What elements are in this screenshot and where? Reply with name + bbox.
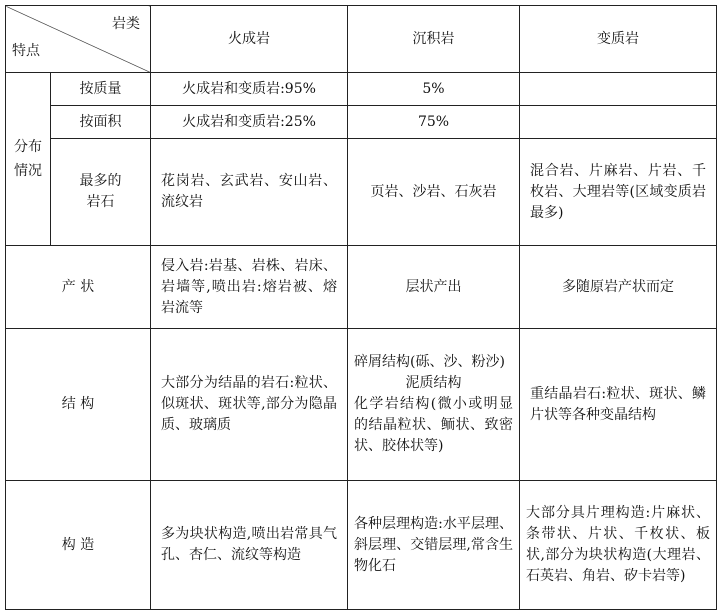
structure-label: 构 造 (6, 481, 151, 610)
sedimentary-header: 沉积岩 (348, 6, 520, 73)
sedimentary-texture-chemical: 化学岩结构(微小或明显的结晶粒状、鲕状、致密状、胶体状等) (354, 396, 513, 454)
igneous-header: 火成岩 (151, 6, 348, 73)
sedimentary-structure: 各种层理构造:水平层理、斜层理、交错层理,常含生物化石 (348, 481, 520, 610)
sub-label-area: 按面积 (51, 106, 151, 139)
table-row (6, 139, 717, 246)
igneous-common: 花岗岩、玄武岩、安山岩、流纹岩 (151, 139, 348, 246)
metamorphic-occurrence: 多随原岩产状而定 (520, 246, 717, 329)
sedimentary-mass: 5% (348, 73, 520, 106)
texture-label: 结 构 (6, 329, 151, 481)
metamorphic-common: 混合岩、片麻岩、片岩、千枚岩、大理岩等(区域变质岩最多) (520, 139, 717, 246)
metamorphic-texture: 重结晶岩石:粒状、斑状、鳞片状等各种变晶结构 (520, 329, 717, 481)
igneous-mass: 火成岩和变质岩:95% (151, 73, 348, 106)
igneous-structure: 多为块状构造,喷出岩常具气孔、杏仁、流纹等构造 (151, 481, 348, 610)
diagonal-header-cell (6, 6, 151, 73)
table-row (6, 481, 717, 610)
sub-label-common-text: 最多的岩石 (79, 173, 122, 210)
rock-comparison-table-wrapper (5, 5, 717, 610)
sedimentary-texture (348, 329, 520, 481)
sedimentary-common: 页岩、沙岩、石灰岩 (348, 139, 520, 246)
metamorphic-header: 变质岩 (520, 6, 717, 73)
table-row (6, 106, 717, 139)
sub-label-mass: 按质量 (51, 73, 151, 106)
metamorphic-mass (520, 73, 717, 106)
sedimentary-occurrence: 层状产出 (348, 246, 520, 329)
table-row (6, 329, 717, 481)
sub-label-common (51, 139, 151, 246)
distribution-label (6, 73, 51, 246)
occurrence-label: 产 状 (6, 246, 151, 329)
igneous-texture: 大部分为结晶的岩石:粒状、似斑状、斑状等,部分为隐晶质、玻璃质 (151, 329, 348, 481)
metamorphic-structure: 大部分具片理构造:片麻状、条带状、片状、千枚状、板状,部分为块状构造(大理岩、石英岩、角岩、矽卡岩等) (520, 481, 717, 610)
header-row (6, 6, 717, 73)
sedimentary-texture-clay: 泥质结构 (405, 375, 462, 391)
rock-type-header: 岩类 (112, 16, 140, 32)
metamorphic-area (520, 106, 717, 139)
sedimentary-texture-clastic: 碎屑结构(砾、沙、粉沙) (354, 354, 505, 370)
table-row (6, 73, 717, 106)
table-row (6, 246, 717, 329)
igneous-occurrence: 侵入岩:岩基、岩株、岩床、岩墙等,喷出岩:熔岩被、熔岩流等 (151, 246, 348, 329)
rock-comparison-table (5, 5, 717, 610)
distribution-label-text: 分布情况 (14, 139, 42, 179)
feature-header: 特点 (12, 43, 40, 59)
igneous-area: 火成岩和变质岩:25% (151, 106, 348, 139)
sedimentary-area: 75% (348, 106, 520, 139)
